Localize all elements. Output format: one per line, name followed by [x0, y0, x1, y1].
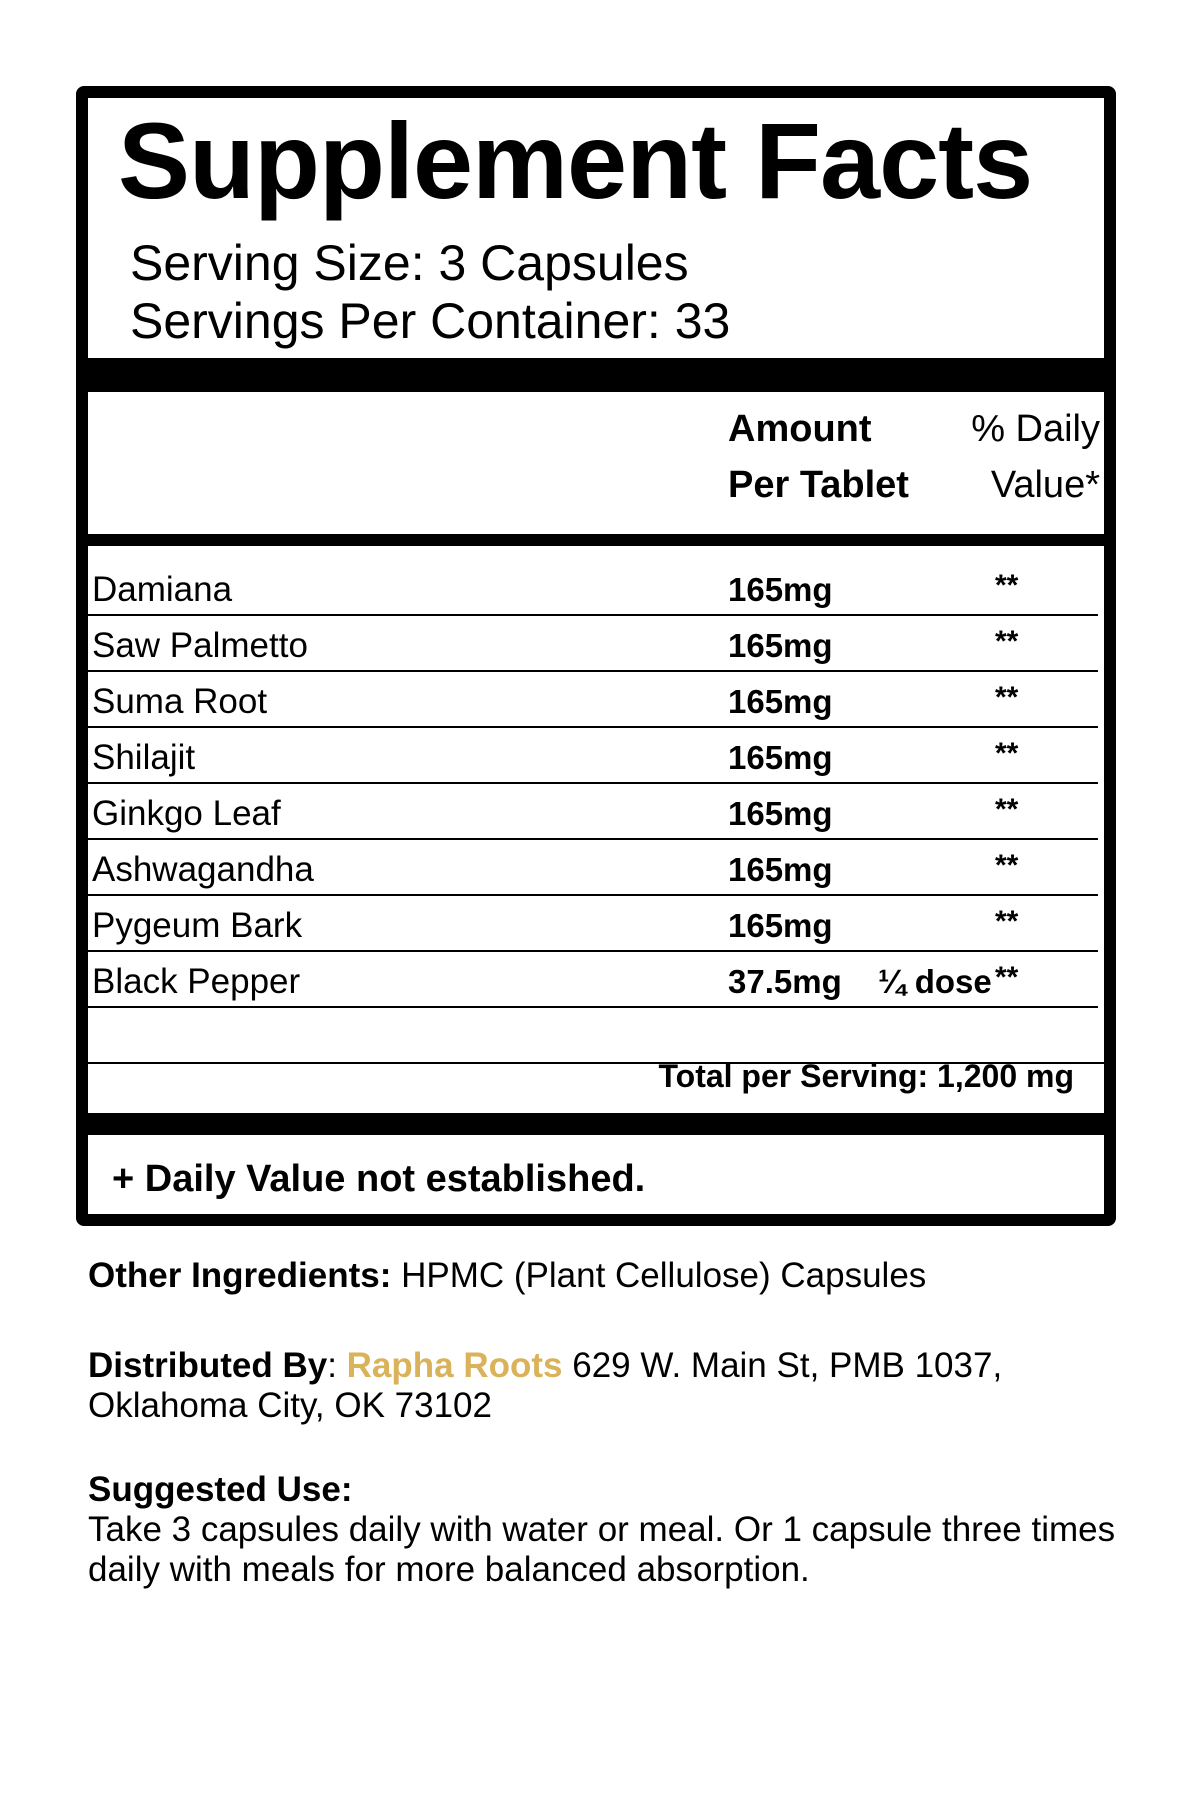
ingredient-amount: 165mg: [728, 739, 833, 776]
brand-name: Rapha Roots: [346, 1346, 563, 1385]
ingredient-amount: 165mg: [728, 851, 833, 888]
ingredient-name: Saw Palmetto: [92, 626, 308, 665]
ingredient-name: Damiana: [92, 570, 233, 609]
ingredient-row: [88, 952, 1104, 1008]
ingredient-daily-value: **: [995, 569, 1019, 602]
ingredient-row: [88, 672, 1104, 728]
ingredient-daily-value: **: [995, 737, 1019, 770]
column-header-amount: Amount Per Tablet: [728, 408, 909, 506]
ingredient-amount: 165mg: [728, 571, 833, 608]
ingredient-name: Suma Root: [92, 682, 268, 721]
ingredient-amount: 165mg: [728, 627, 833, 664]
supplement-facts-panel: [76, 86, 1116, 1226]
divider-bottom: [76, 1113, 1116, 1135]
ingredient-name: Pygeum Bark: [92, 906, 303, 945]
suggested-use-text: Take 3 capsules daily with water or meal. Or 1 capsule three times daily with meals for more balanced absorption.: [88, 1510, 1116, 1589]
ingredient-amount: 37.5mg: [728, 963, 842, 1000]
distributor-address: 629 W. Main St, PMB 1037, Oklahoma City, OK 73102: [88, 1346, 1003, 1425]
ingredient-daily-value: **: [995, 961, 1019, 994]
ingredient-row: [88, 896, 1104, 952]
column-header-daily-value: % Daily Value*: [971, 408, 1100, 506]
ingredient-row: [88, 728, 1104, 784]
serving-size: Serving Size: 3 Capsules: [130, 235, 689, 291]
divider-thick: [76, 358, 1116, 392]
daily-value-footnote: + Daily Value not established.: [112, 1158, 646, 1200]
other-ingredients-label: Other Ingredients:: [88, 1256, 392, 1295]
ingredient-name: Shilajit: [92, 738, 196, 777]
ingredient-daily-value: **: [995, 793, 1019, 826]
ingredient-name: Ginkgo Leaf: [92, 794, 281, 833]
ingredient-daily-value: **: [995, 849, 1019, 882]
total-per-serving: Total per Serving: 1,200 mg: [658, 1058, 1074, 1094]
ingredient-row: [88, 784, 1104, 840]
other-ingredients-value: HPMC (Plant Cellulose) Capsules: [391, 1256, 927, 1295]
divider-medium: [76, 534, 1116, 546]
ingredient-row: [88, 616, 1104, 672]
other-ingredients: [88, 1256, 1128, 1296]
servings-per-container: Servings Per Container: 33: [130, 293, 731, 349]
suggested-use-label: Suggested Use:: [88, 1470, 353, 1509]
ingredient-name: Black Pepper: [92, 962, 301, 1001]
ingredient-daily-value: **: [995, 905, 1019, 938]
panel-title: Supplement Facts: [118, 100, 1033, 221]
ingredient-name: Ashwagandha: [92, 850, 314, 889]
distributed-by-label: Distributed By: [88, 1346, 328, 1385]
row-divider: [88, 1006, 1098, 1008]
ingredient-daily-value: **: [995, 681, 1019, 714]
ingredient-daily-value: **: [995, 625, 1019, 658]
ingredient-row: [88, 560, 1104, 616]
ingredient-amount: 165mg: [728, 907, 833, 944]
suggested-use: [88, 1470, 1128, 1590]
ingredient-dose-note: ¼ dose: [878, 963, 992, 1000]
distributor: Distributed By: Rapha Roots 629 W. Main St, PMB 1037, Oklahoma City, OK 73102: [88, 1346, 1003, 1425]
ingredient-amount: 165mg: [728, 683, 833, 720]
ingredient-row: [88, 840, 1104, 896]
ingredient-amount: 165mg: [728, 795, 833, 832]
